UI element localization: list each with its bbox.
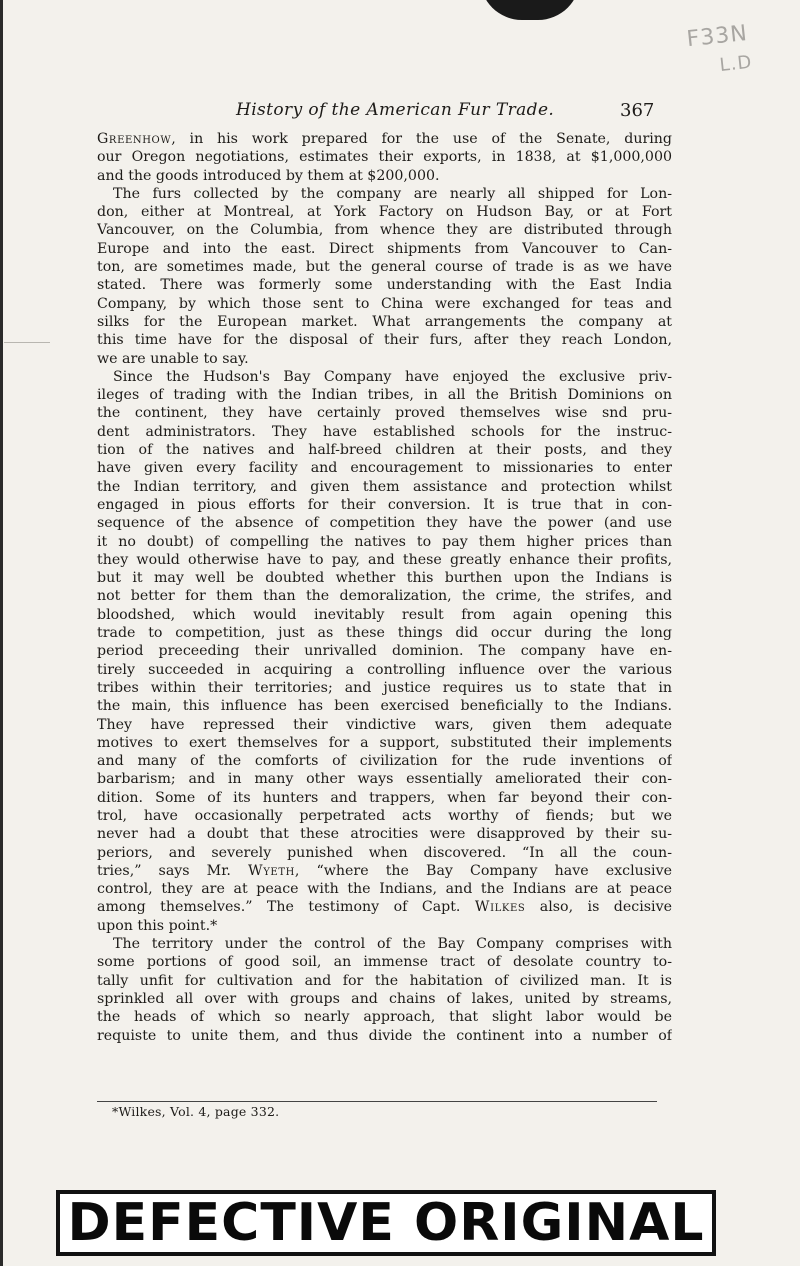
text-line bbox=[97, 148, 672, 166]
text-line bbox=[97, 258, 672, 276]
text-run: periors, and severely punished when discovered. “In all the coun- bbox=[97, 844, 672, 861]
text-run: not better for them than the demoralization, the crime, the strifes, and bbox=[97, 588, 672, 605]
text-line bbox=[97, 331, 672, 349]
text-run: bloodshed, which would inevitably result from again opening this bbox=[97, 606, 672, 623]
text-run: and many of the comforts of civilization for the rude inventions of bbox=[97, 753, 672, 770]
text-line bbox=[97, 935, 672, 953]
text-line bbox=[97, 990, 672, 1008]
running-title: History of the American Fur Trade. bbox=[236, 100, 555, 120]
footnote-rule bbox=[97, 1101, 657, 1102]
text-line bbox=[97, 313, 672, 331]
text-run: they would otherwise have to pay, and these greatly enhance their profits, bbox=[97, 551, 672, 568]
text-run: tion of the natives and half-breed children at their posts, and they bbox=[97, 442, 672, 459]
text-line bbox=[97, 807, 672, 825]
text-line bbox=[97, 606, 672, 624]
text-line bbox=[97, 844, 672, 862]
text-line bbox=[97, 514, 672, 532]
text-run: never had a doubt that these atrocities were disapproved by their su- bbox=[97, 826, 672, 843]
text-run: this time have for the disposal of their furs, after they reach London, bbox=[97, 332, 672, 349]
text-line bbox=[97, 624, 672, 642]
text-line bbox=[97, 880, 672, 898]
scan-edge bbox=[0, 0, 3, 1266]
text-run: Vancouver, on the Columbia, from whence they are distributed through bbox=[97, 222, 672, 239]
text-run: the heads of which so nearly approach, that slight labor would be bbox=[97, 1009, 672, 1026]
text-run: The territory under the control of the Bay Company comprises with bbox=[113, 936, 672, 953]
text-run: Europe and into the east. Direct shipments from Vancouver to Can- bbox=[97, 240, 672, 257]
text-line bbox=[97, 404, 672, 422]
pencil-annotation bbox=[686, 17, 791, 79]
text-line bbox=[97, 569, 672, 587]
text-run: among themselves.” The testimony of Capt. bbox=[97, 899, 475, 916]
text-run: our Oregon negotiations, estimates their exports, in 1838, at $1,000,000 bbox=[97, 149, 672, 166]
text-line bbox=[97, 276, 672, 294]
text-line bbox=[97, 386, 672, 404]
text-line bbox=[97, 862, 672, 880]
text-run: , in his work prepared for the use of the Senate, during bbox=[171, 131, 672, 147]
text-run: Company, by which those sent to China were exchanged for teas and bbox=[97, 295, 672, 312]
text-run: some portions of good soil, an immense tract of desolate country to- bbox=[97, 954, 672, 971]
text-line bbox=[97, 734, 672, 752]
text-run: we are unable to say. bbox=[97, 350, 249, 367]
text-line bbox=[97, 1008, 672, 1026]
small-caps-name: Wyeth bbox=[248, 862, 295, 879]
scan-binding-tab bbox=[480, 0, 580, 20]
text-run: the main, this influence has been exercised beneficially to the Indians. bbox=[97, 698, 672, 715]
text-run: , “where the Bay Company have exclusive bbox=[294, 862, 672, 879]
small-caps-name: Wilkes bbox=[474, 899, 526, 916]
footnote: *Wilkes, Vol. 4, page 332. bbox=[112, 1104, 280, 1119]
text-line bbox=[97, 130, 672, 148]
text-run: have given every facility and encouragement to missionaries to enter bbox=[97, 460, 672, 477]
text-run: dition. Some of its hunters and trappers, when far beyond their con- bbox=[97, 789, 672, 806]
text-line bbox=[97, 185, 672, 203]
text-run: requiste to unite them, and thus divide the continent into a number of bbox=[97, 1027, 672, 1044]
text-line bbox=[97, 368, 672, 386]
text-line bbox=[97, 203, 672, 221]
text-line bbox=[97, 167, 672, 185]
text-run: barbarism; and in many other ways essentially ameliorated their con- bbox=[97, 771, 672, 788]
text-line bbox=[97, 478, 672, 496]
text-run: engaged in pious efforts for their conversion. It is true that in con- bbox=[97, 496, 672, 513]
text-run: stated. There was formerly some understanding with the East India bbox=[97, 277, 672, 294]
text-line bbox=[97, 770, 672, 788]
text-run: trol, have occasionally perpetrated acts worthy of fiends; but we bbox=[97, 807, 672, 824]
text-run: control, they are at peace with the Indians, and the Indians are at peace bbox=[97, 881, 672, 898]
text-line bbox=[97, 752, 672, 770]
text-run: tally unfit for cultivation and for the habitation of civilized man. It is bbox=[97, 972, 672, 989]
text-line bbox=[97, 1027, 672, 1045]
text-line bbox=[97, 295, 672, 313]
margin-mark bbox=[4, 342, 50, 343]
text-run: sprinkled all over with groups and chains of lakes, united by streams, bbox=[97, 990, 672, 1007]
text-run: motives to exert themselves for a support, substituted their implements bbox=[97, 734, 672, 751]
text-line bbox=[97, 661, 672, 679]
text-run: it no doubt) of compelling the natives to pay them higher prices than bbox=[97, 533, 672, 550]
text-line bbox=[97, 533, 672, 551]
text-line bbox=[97, 953, 672, 971]
text-run: They have repressed their vindictive wars, given them adequate bbox=[97, 716, 672, 733]
text-run: Since the Hudson's Bay Company have enjoyed the exclusive priv- bbox=[113, 368, 672, 385]
text-line bbox=[97, 697, 672, 715]
text-line bbox=[97, 551, 672, 569]
text-line bbox=[97, 423, 672, 441]
text-run: the Indian territory, and given them assistance and protection whilst bbox=[97, 478, 672, 495]
page-number: 367 bbox=[620, 100, 655, 121]
text-run: and the goods introduced by them at $200,000. bbox=[97, 167, 440, 184]
text-run: trade to competition, just as these things did occur during the long bbox=[97, 625, 672, 642]
text-run: tirely succeeded in acquiring a controlling influence over the various bbox=[97, 661, 672, 678]
text-run: don, either at Montreal, at York Factory on Hudson Bay, or at Fort bbox=[97, 204, 672, 221]
text-line bbox=[97, 789, 672, 807]
text-run: period preceeding their unrivalled dominion. The company have en- bbox=[97, 643, 672, 660]
text-line bbox=[97, 496, 672, 514]
running-head bbox=[0, 100, 800, 130]
text-line bbox=[97, 679, 672, 697]
text-run: also, is decisive bbox=[525, 899, 672, 916]
text-run: the continent, they have certainly proved themselves wise snd pru- bbox=[97, 405, 672, 422]
text-run: The furs collected by the company are nearly all shipped for Lon- bbox=[113, 185, 672, 202]
text-run: ileges of trading with the Indian tribes, in all the British Dominions on bbox=[97, 387, 672, 404]
text-line bbox=[97, 825, 672, 843]
text-run: dent administrators. They have established schools for the instruc- bbox=[97, 423, 672, 440]
body-text bbox=[97, 130, 672, 1045]
text-line bbox=[97, 587, 672, 605]
text-run: but it may well be doubted whether this burthen upon the Indians is bbox=[97, 570, 672, 587]
text-line bbox=[97, 441, 672, 459]
text-run: sequence of the absence of competition they have the power (and use bbox=[97, 515, 672, 532]
text-run: tribes within their territories; and justice requires us to state that in bbox=[97, 679, 672, 696]
text-run: ton, are sometimes made, but the general course of trade is as we have bbox=[97, 259, 672, 276]
text-line bbox=[97, 898, 672, 916]
defective-original-stamp: DEFECTIVE ORIGINAL bbox=[56, 1190, 716, 1256]
text-line bbox=[97, 240, 672, 258]
text-line bbox=[97, 642, 672, 660]
text-run: silks for the European market. What arrangements the company at bbox=[97, 313, 672, 330]
text-line bbox=[97, 972, 672, 990]
text-run: tries,” says Mr. bbox=[97, 862, 249, 879]
pencil-annotation-code: F33N bbox=[685, 20, 749, 53]
text-line bbox=[97, 716, 672, 734]
text-line bbox=[97, 221, 672, 239]
text-line bbox=[97, 350, 672, 368]
text-line bbox=[97, 917, 672, 935]
small-caps-name: Greenhow bbox=[97, 131, 172, 147]
text-line bbox=[97, 459, 672, 477]
pencil-annotation-sub: L.D bbox=[718, 51, 754, 76]
text-run: upon this point.* bbox=[97, 917, 218, 934]
